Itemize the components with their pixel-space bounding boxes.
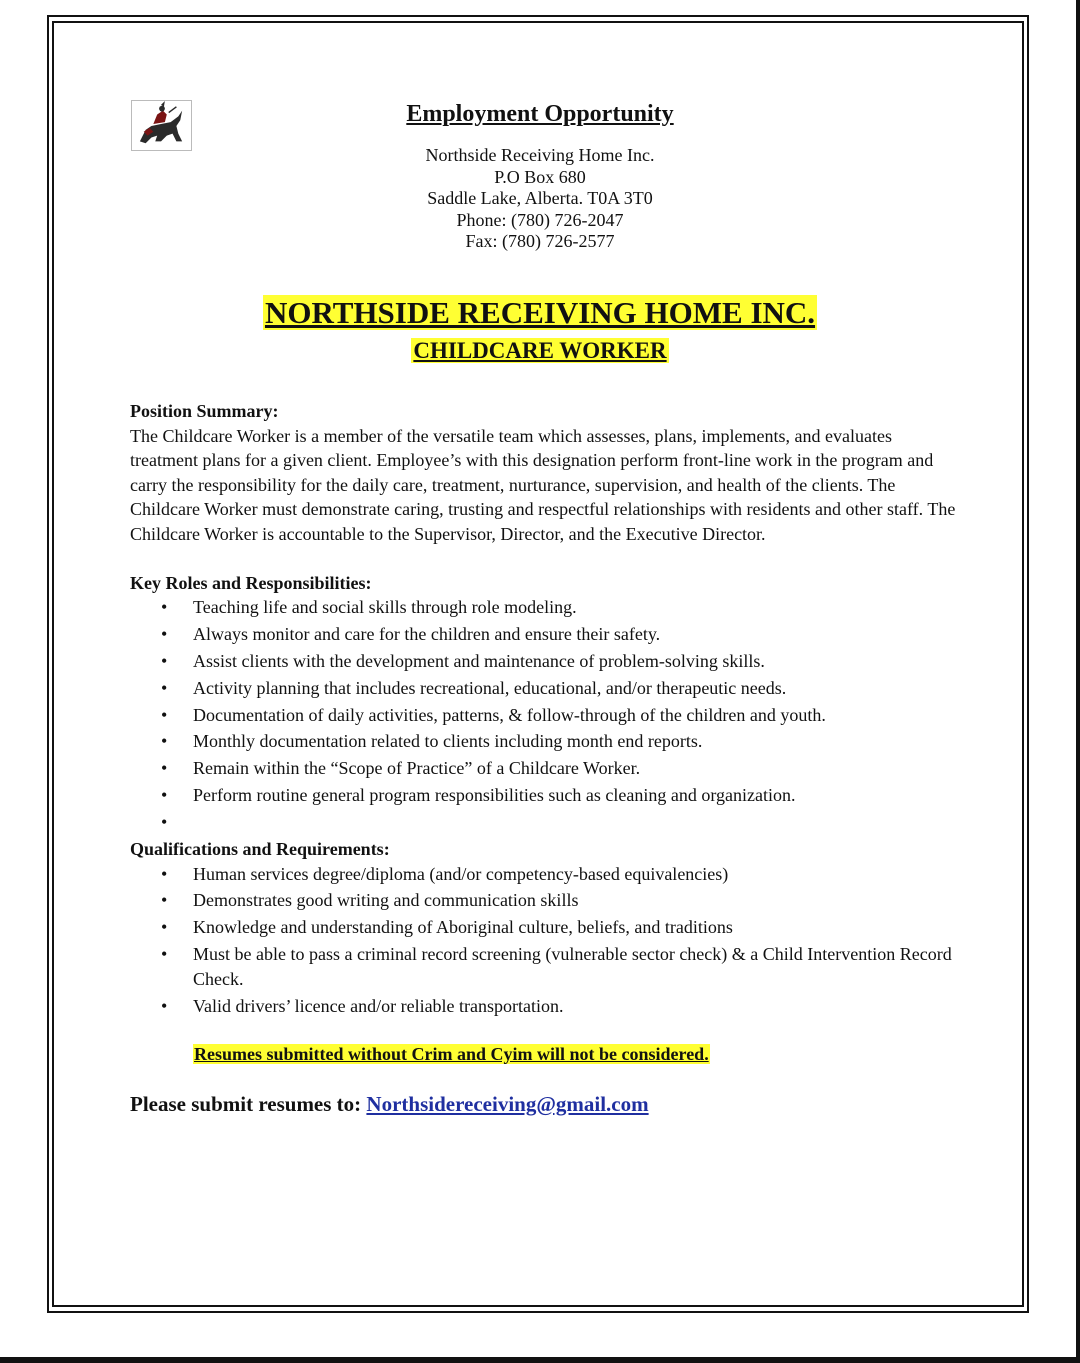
list-item: • Must be able to pass a criminal record screening (vulnerable sector check) & a Child Intervention Record Check. (161, 944, 952, 989)
bullet-icon: • (161, 650, 168, 671)
list-item: • Assist clients with the development and maintenance of problem-solving skills. (130, 649, 960, 674)
page-title: Employment Opportunity (406, 101, 674, 127)
list-item: • Activity planning that includes recreational, educational, and/or therapeutic needs. (130, 676, 960, 701)
address-line: Saddle Lake, Alberta. T0A 3T0 (427, 188, 653, 208)
bullet-icon: • (161, 597, 168, 617)
organization-heading (0, 294, 1080, 332)
list-item-empty (130, 810, 960, 835)
bullet-icon: • (161, 731, 168, 752)
notice-text: Resumes submitted without Crim and Cyim will not be considered. (194, 1044, 709, 1065)
list-item: • Teaching life and social skills through role modeling. (130, 595, 960, 620)
header (0, 97, 1080, 253)
bullet-icon: • (161, 890, 168, 911)
email-link[interactable]: Northsidereceiving@gmail.com (366, 1091, 649, 1116)
bullet-icon: • (161, 944, 168, 965)
bullet-icon: • (161, 995, 168, 1016)
list-item: • Documentation of daily activities, patterns, & follow-through of the children and youth. (130, 703, 960, 728)
list-item: • Always monitor and care for the children and ensure their safety. (130, 622, 960, 647)
roles-heading: Key Roles and Responsibilities: (130, 572, 372, 593)
bullet-icon: • (161, 812, 168, 833)
position-heading (0, 335, 1080, 367)
summary-heading: Position Summary: (130, 401, 279, 421)
list-item: • Monthly documentation related to clients including month end reports. (130, 729, 960, 754)
address-line: P.O Box 680 (494, 166, 586, 187)
bullet-icon: • (161, 785, 168, 806)
position-title: CHILDCARE WORKER (413, 338, 667, 363)
company-address (0, 145, 1080, 253)
list-item: • Remain within the “Scope of Practice” of a Childcare Worker. (130, 756, 960, 781)
posting-body (130, 399, 960, 1119)
submit-line (130, 1089, 960, 1119)
summary-text: The Childcare Worker is a member of the versatile team which assesses, plans, implements, and evaluates treatment plans for a given client. Employee’s with this designation perform front-line work in the program and carry the responsibility for the daily care, treatment, nurturance, supervision, and health of the clients. The Childcare Worker must demonstrate caring, trusting and respectful relationships with residents and other staff. The Childcare Worker is accountable to the Supervisor, Director, and the Executive Director. (130, 425, 956, 544)
phone-line: Phone: (780) 726-2047 (456, 209, 624, 230)
list-item: • Demonstrates good writing and communication skills (130, 888, 960, 913)
organization-name: NORTHSIDE RECEIVING HOME INC. (264, 295, 816, 330)
bullet-icon: • (161, 623, 168, 644)
bullet-icon: • (161, 677, 168, 698)
bullet-icon: • (161, 917, 168, 938)
page-edge-bottom (0, 1357, 1080, 1363)
qualifications-heading: Qualifications and Requirements: (130, 839, 390, 860)
bullet-icon: • (161, 758, 168, 779)
bullet-icon: • (161, 704, 168, 725)
fax-line: Fax: (780) 726-2577 (465, 231, 615, 251)
submit-label: Please submit resumes to: (130, 1091, 362, 1116)
list-item: • Valid drivers’ licence and/or reliable transportation. (130, 994, 960, 1019)
list-item: • Perform routine general program responsibilities such as cleaning and organization. (130, 783, 960, 808)
address-line: Northside Receiving Home Inc. (425, 145, 655, 165)
list-item: • Knowledge and understanding of Aboriginal culture, beliefs, and traditions (130, 915, 960, 940)
notice (193, 1042, 960, 1067)
list-item: • Human services degree/diploma (and/or competency-based equivalencies) (130, 862, 960, 887)
bullet-icon: • (161, 863, 168, 884)
qualifications-list (130, 862, 960, 1019)
roles-list (130, 595, 960, 835)
